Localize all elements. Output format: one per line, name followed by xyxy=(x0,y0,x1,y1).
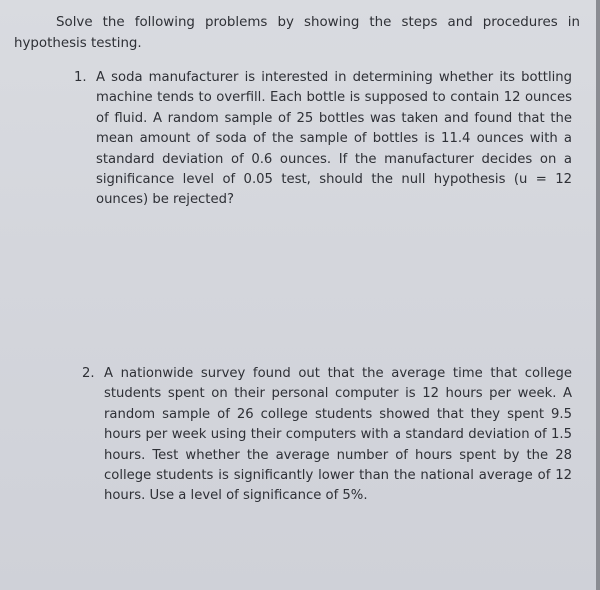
instructions-text: Solve the following problems by showing the steps and procedures in hypothesis testing. xyxy=(14,15,580,51)
problem-text: A nationwide survey found out that the average time that college students spent on their personal computer is 12 hours per week. A random sample of 26 college students showed that they spent 9.5 hours per week using their computers with a standard deviation of 1.5 hours. Test whether the average number of hours spent by the 28 college students is significantly lower than the national average of 12 hours. Use a level of significance of 5%. xyxy=(104,366,572,504)
problem-number: 1. xyxy=(74,70,87,85)
problem-number: 2. xyxy=(82,366,95,381)
problem-2 xyxy=(82,364,572,507)
page-edge-shadow xyxy=(596,0,600,590)
problem-text: A soda manufacturer is interested in determining whether its bottling machine tends to overfill. Each bottle is supposed to contain 12 ounces of fluid. A random sample of 25 bottles was taken and found that the mean amount of soda of the sample of bottles is 11.4 ounces with a standard deviation of 0.6 ounces. If the manufacturer decides on a significance level of 0.05 test, should the null hypothesis (u = 12 ounces) be rejected? xyxy=(96,70,572,208)
problem-1 xyxy=(74,68,572,211)
